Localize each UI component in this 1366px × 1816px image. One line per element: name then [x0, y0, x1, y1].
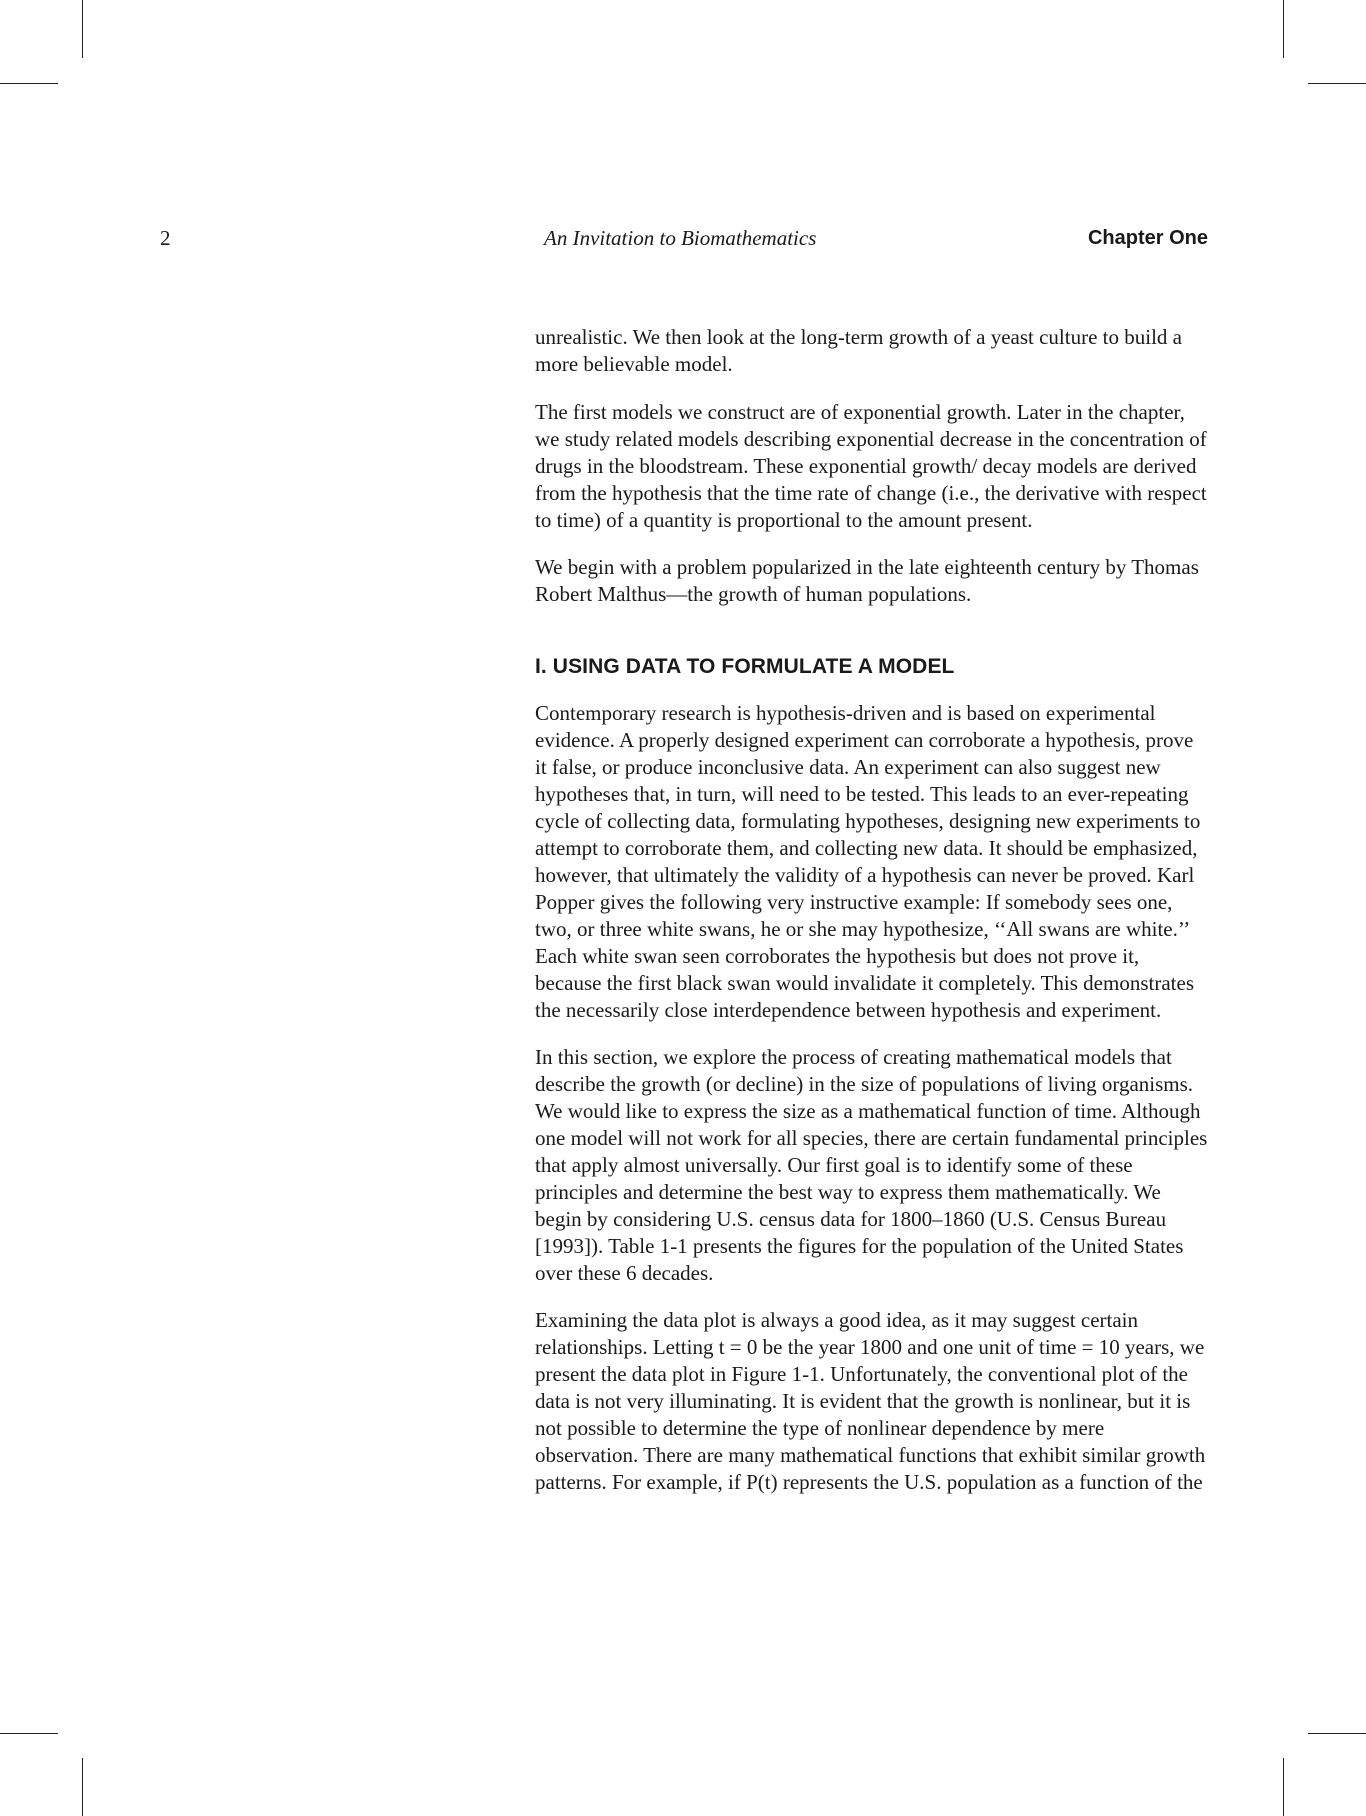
body-paragraph: Examining the data plot is always a good idea, as it may suggest certain relationships. Letting t = 0 be the year 1800 and one unit of time = 10 years, we present the data plot in Figure 1-1. Unfortunately, the conventional plot of the data is not very illuminating. It is evident that the growth is nonlinear, but it is not possible to determine the type of nonlinear dependence by mere observation. There are many mathematical functions that exhibit similar growth patterns. For example, if P(t) represents the U.S. population as a function of the	[535, 1308, 1206, 1494]
section-heading: I. USING DATA TO FORMULATE A MODEL	[535, 655, 955, 678]
crop-mark-top-left-vertical	[82, 0, 83, 58]
body-paragraph: Contemporary research is hypothesis-driven and is based on experimental evidence. A properly designed experiment can corroborate a hypothesis, prove it false, or produce inconclusive data. An experiment can also suggest new hypotheses that, in turn, will need to be tested. This leads to an ever-repeating cycle of collecting data, formulating hypotheses, designing new experiments to attempt to corroborate them, and collecting new data. It should be emphasized, however, that ultimately the validity of a hypothesis can never be proved. Karl Popper gives the following very instructive example: If somebody sees one, two, or three white swans, he or she may hypothesize, ‘‘All swans are white.’’ Each white swan seen corroborates the hypothesis but does not prove it, because the first black swan would invalidate it completely. This demonstrates the necessarily close interdependence between hypothesis and experiment.	[535, 701, 1201, 1022]
running-title: An Invitation to Biomathematics	[544, 226, 817, 250]
crop-mark-bottom-left-horizontal	[0, 1733, 58, 1734]
chapter-label: Chapter One	[1087, 227, 1208, 249]
body-paragraph: In this section, we explore the process of creating mathematical models that describe the growth (or decline) in the size of populations of living organisms. We would like to express the size as a mathematical function of time. Although one model will not work for all species, there are certain fundamental principles that apply almost universally. Our first goal is to identify some of these principles and determine the best way to express them mathematically. We begin by considering U.S. census data for 1800–1860 (U.S. Census Bureau [1993]). Table 1-1 presents the figures for the population of the United States over these 6 decades.	[535, 1045, 1208, 1285]
crop-mark-bottom-right-horizontal	[1308, 1733, 1366, 1734]
crop-mark-top-right-vertical	[1283, 0, 1284, 58]
body-paragraph: We begin with a problem popularized in the late eighteenth century by Thomas Robert Malthus—the growth of human populations.	[535, 555, 1199, 606]
crop-mark-top-right-horizontal	[1308, 83, 1366, 84]
crop-mark-bottom-right-vertical	[1283, 1758, 1284, 1816]
crop-mark-top-left-horizontal	[0, 83, 58, 84]
body-text-column	[535, 324, 1210, 1516]
body-paragraph: The first models we construct are of exponential growth. Later in the chapter, we study related models describing exponential decrease in the concentration of drugs in the bloodstream. These exponential growth/ decay models are derived from the hypothesis that the time rate of change (i.e., the derivative with respect to time) of a quantity is proportional to the amount present.	[535, 400, 1207, 532]
body-paragraph: unrealistic. We then look at the long-term growth of a yeast culture to build a more believable model.	[535, 325, 1182, 376]
page-number: 2	[160, 226, 171, 250]
crop-mark-bottom-left-vertical	[82, 1758, 83, 1816]
